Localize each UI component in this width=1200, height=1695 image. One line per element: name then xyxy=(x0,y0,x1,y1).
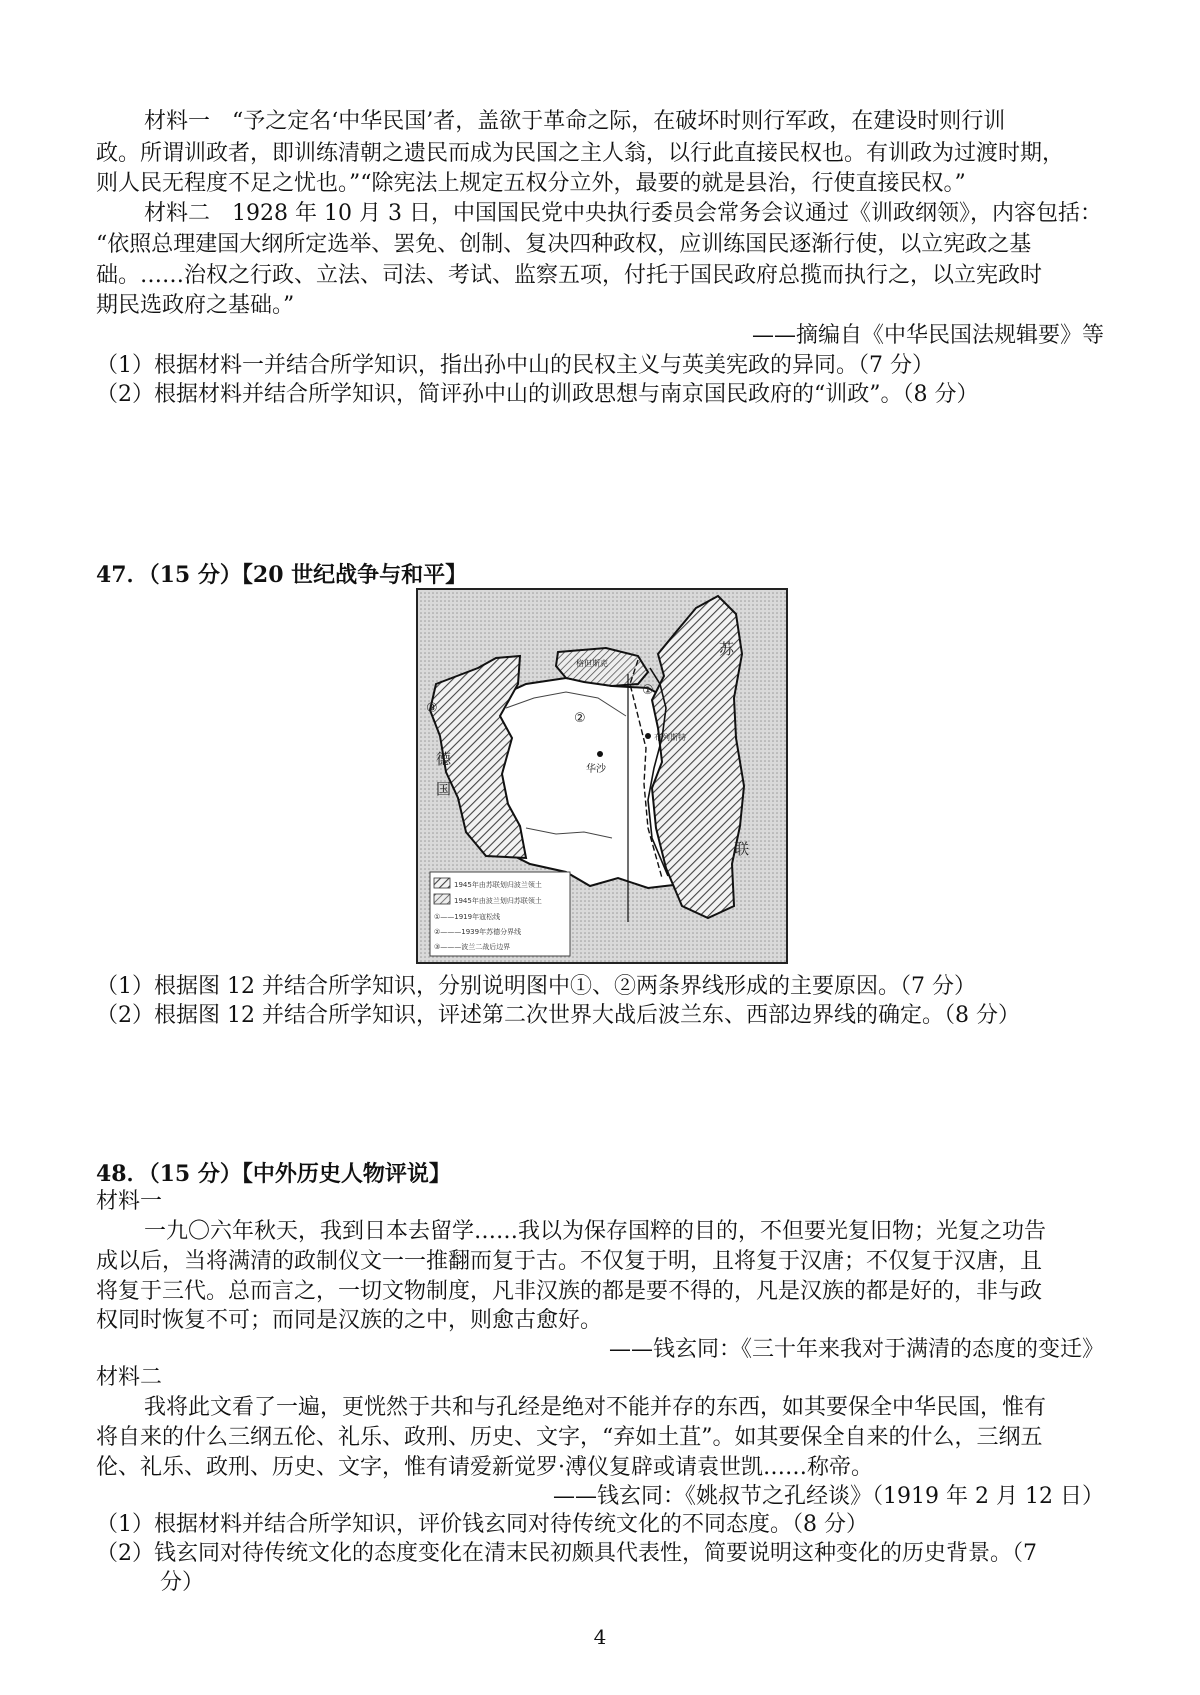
poland-border-map xyxy=(416,588,788,964)
map-marker-1: ① xyxy=(642,683,654,698)
section-48-material-1-source: ——钱玄同：《三十年来我对于满清的态度的变迁》 xyxy=(608,1337,1104,1362)
legend-item-2: 1945年由波兰划归苏联领土 xyxy=(454,897,542,905)
material-2-line-1: 材料二 1928 年 10 月 3 日，中国国民党中央执行委员会常务会议通过《训政纲领》，内容包括： xyxy=(144,201,1102,226)
section-48-material-2-label: 材料二 xyxy=(96,1365,163,1390)
question-46-2: （2）根据材料并结合所学知识，简评孙中山的训政思想与南京国民政府的“训政”。（8 分） xyxy=(96,382,979,407)
map-marker-2: ② xyxy=(574,711,586,726)
material-2-source: ——摘编自《中华民国法规辑要》等 xyxy=(751,323,1104,348)
material-1-line-3: 则人民无程度不足之忧也。”“除宪法上规定五权分立外，最要的就是县治，行使直接民权。” xyxy=(96,171,966,196)
map-legend xyxy=(430,872,570,956)
section-48-material-1-label: 材料一 xyxy=(96,1189,163,1214)
material-2-line-2: “依照总理建国大纲所定选举、罢免、创制、复决四种政权，应训练国民逐渐行使，以立宪政之基 xyxy=(96,232,1032,257)
legend-item-1: 1945年由苏联划归波兰领土 xyxy=(454,881,542,889)
material-2-line-4: 期民选政府之基础。” xyxy=(96,293,295,318)
question-48-2-line-2: 分） xyxy=(160,1570,205,1595)
section-48-material-1-line-2: 成以后，当将满清的政制仪文一一推翻而复于古。不仅复于明，且将复于汉唐；不仅复于汉唐，且 xyxy=(96,1249,1043,1274)
section-48-material-2-line-2: 将自来的什么三纲五伦、礼乐、政刑、历史、文字，“弃如土苴”。如其要保全自来的什么，三纲五 xyxy=(96,1425,1043,1450)
section-48-material-2-line-1: 我将此文看了一遍，更恍然于共和与孔经是绝对不能并存的东西，如其要保全中华民国，惟有 xyxy=(144,1395,1047,1420)
label-de-1: 德 xyxy=(436,750,452,768)
label-su-1: 苏 xyxy=(719,640,735,658)
warsaw-marker xyxy=(597,751,603,757)
map-marker-3: ③ xyxy=(426,701,438,716)
question-47-2: （2）根据图 12 并结合所学知识，评述第二次世界大战后波兰东、西部边界线的确定。（8 分） xyxy=(96,1003,1020,1028)
brest-marker xyxy=(645,733,651,739)
section-48-material-1-line-3: 将复于三代。总而言之，一切文物制度，凡非汉族的都是要不得的，凡是汉族的都是好的，非与政 xyxy=(96,1279,1043,1304)
legend-item-4: ②———1939年苏德分界线 xyxy=(434,928,522,936)
label-warsaw: 华沙 xyxy=(586,764,606,775)
legend-item-5: ③———波兰二战后边界 xyxy=(434,943,511,951)
section-48-material-1-line-4: 权同时恢复不可；而同是汉族的之中，则愈古愈好。 xyxy=(96,1308,603,1333)
label-su-2: 联 xyxy=(734,840,750,858)
question-48-1: （1）根据材料并结合所学知识，评价钱玄同对待传统文化的不同态度。（8 分） xyxy=(96,1512,868,1537)
label-de-2: 国 xyxy=(436,780,452,798)
section-48-material-2-line-3: 伦、礼乐、政刑、历史、文字，惟有请爱新觉罗·溥仪复辟或请袁世凯……称帝。 xyxy=(96,1455,873,1480)
question-47-1: （1）根据图 12 并结合所学知识，分别说明图中①、②两条界线形成的主要原因。（7 分） xyxy=(96,974,976,999)
question-48-2-line-1: （2）钱玄同对待传统文化的态度变化在清末民初颇具代表性，简要说明这种变化的历史背景。（7 xyxy=(96,1541,1037,1566)
question-48-heading: 48．（15 分）【中外历史人物评说】 xyxy=(96,1161,451,1187)
question-47-heading: 47．（15 分）【20 世纪战争与和平】 xyxy=(96,562,468,588)
legend-swatch-1 xyxy=(434,878,450,888)
legend-swatch-2 xyxy=(434,894,450,904)
label-gdansk: 格但斯克 xyxy=(576,659,608,668)
material-1-line-1: 材料一 “予之定名‘中华民国’者，盖欲于革命之际，在破坏时则行军政，在建设时则行训 xyxy=(144,109,1006,134)
section-48-material-2-source: ——钱玄同：《姚叔节之孔经谈》（1919 年 2 月 12 日） xyxy=(553,1484,1104,1509)
question-46-1: （1）根据材料一并结合所学知识，指出孙中山的民权主义与英美宪政的异同。（7 分） xyxy=(96,353,934,378)
page-number: 4 xyxy=(593,1625,607,1649)
section-48-material-1-line-1: 一九〇六年秋天，我到日本去留学……我以为保存国粹的目的，不但要光复旧物；光复之功告 xyxy=(144,1219,1047,1244)
material-2-line-3: 础。……治权之行政、立法、司法、考试、监察五项，付托于国民政府总揽而执行之，以立宪政时 xyxy=(96,263,1043,288)
material-1-line-2: 政。所谓训政者，即训练清朝之遗民而成为民国之主人翁，以行此直接民权也。有训政为过渡时期， xyxy=(96,141,1065,166)
legend-item-3: ①——1919年寇松线 xyxy=(434,913,501,921)
label-brest: 布列斯特 xyxy=(654,733,686,742)
